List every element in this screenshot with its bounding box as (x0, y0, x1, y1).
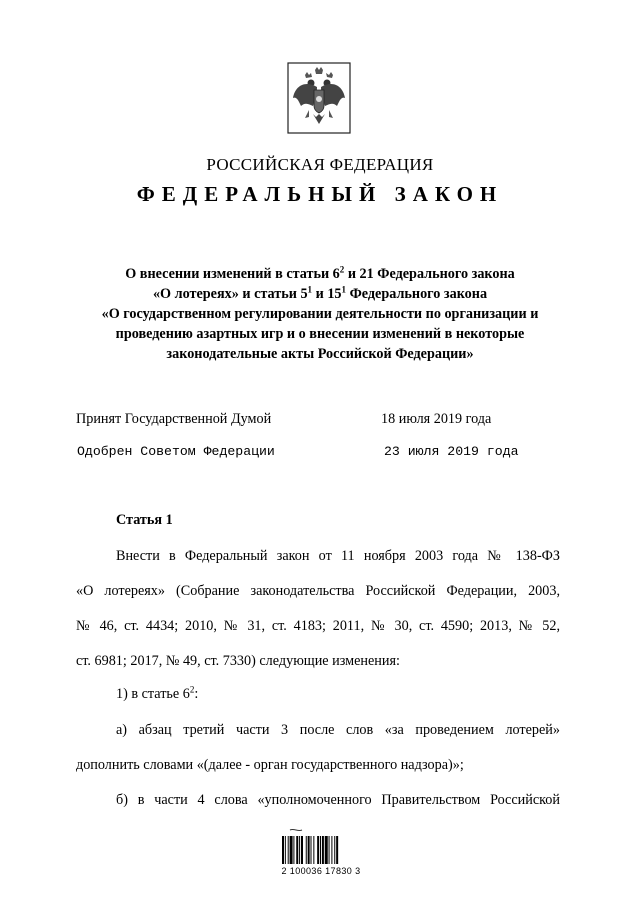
title-line-1: О внесении изменений в статьи $6^2$ и 21 Федерального закона (125, 264, 515, 282)
council-approval-label: Одобрен Советом Федерации (77, 444, 275, 459)
list-item-1: 1) в статье $6^2$: (116, 684, 199, 702)
barcode-number: 2 100036 17830 3 (281, 866, 361, 876)
council-approval-date: 23 июля 2019 года (384, 444, 519, 459)
country-name: РОССИЙСКАЯ ФЕДЕРАЦИЯ (206, 155, 434, 174)
title-line-4: проведению азартных игр и о внесении изменений в некоторые (115, 326, 525, 342)
paragraph-1-line-4: ст. 6981; 2017, № 49, ст. 7330) следующие изменения: (76, 653, 400, 669)
subitem-a-line-1: а) абзац третий части 3 после слов «за проведением лотерей» (116, 722, 560, 738)
paragraph-1-line-3: № 46, ст. 4434; 2010, № 31, ст. 4183; 2011, № 30, ст. 4590; 2013, № 52, (76, 618, 560, 634)
subitem-b-line-1: б) в части 4 слова «уполномоченного Правительством Российской (116, 792, 560, 808)
paragraph-1-line-1: Внести в Федеральный закон от 11 ноября 2003 года № 138-ФЗ (116, 548, 560, 564)
duma-adoption-label: Принят Государственной Думой (76, 411, 272, 427)
document-type: ФЕДЕРАЛЬНЫЙ ЗАКОН (136, 182, 504, 206)
title-line-3: «О государственном регулировании деятельности по организации и (101, 306, 539, 322)
duma-adoption-date: 18 июля 2019 года (381, 411, 492, 427)
subitem-a-line-2: дополнить словами «(далее - орган государственного надзора)»; (76, 757, 464, 773)
coat-of-arms-emblem (287, 62, 351, 134)
paragraph-1-line-2: «О лотереях» (Собрание законодательства Российской Федерации, 2003, (76, 583, 560, 599)
title-line-2: «О лотереях» и статьи $5^1$ и $15^1$ Федерального закона (152, 284, 488, 302)
article-heading: Статья 1 (116, 512, 173, 528)
title-line-5: законодательные акты Российской Федерации» (166, 346, 474, 362)
law-title (60, 264, 580, 364)
